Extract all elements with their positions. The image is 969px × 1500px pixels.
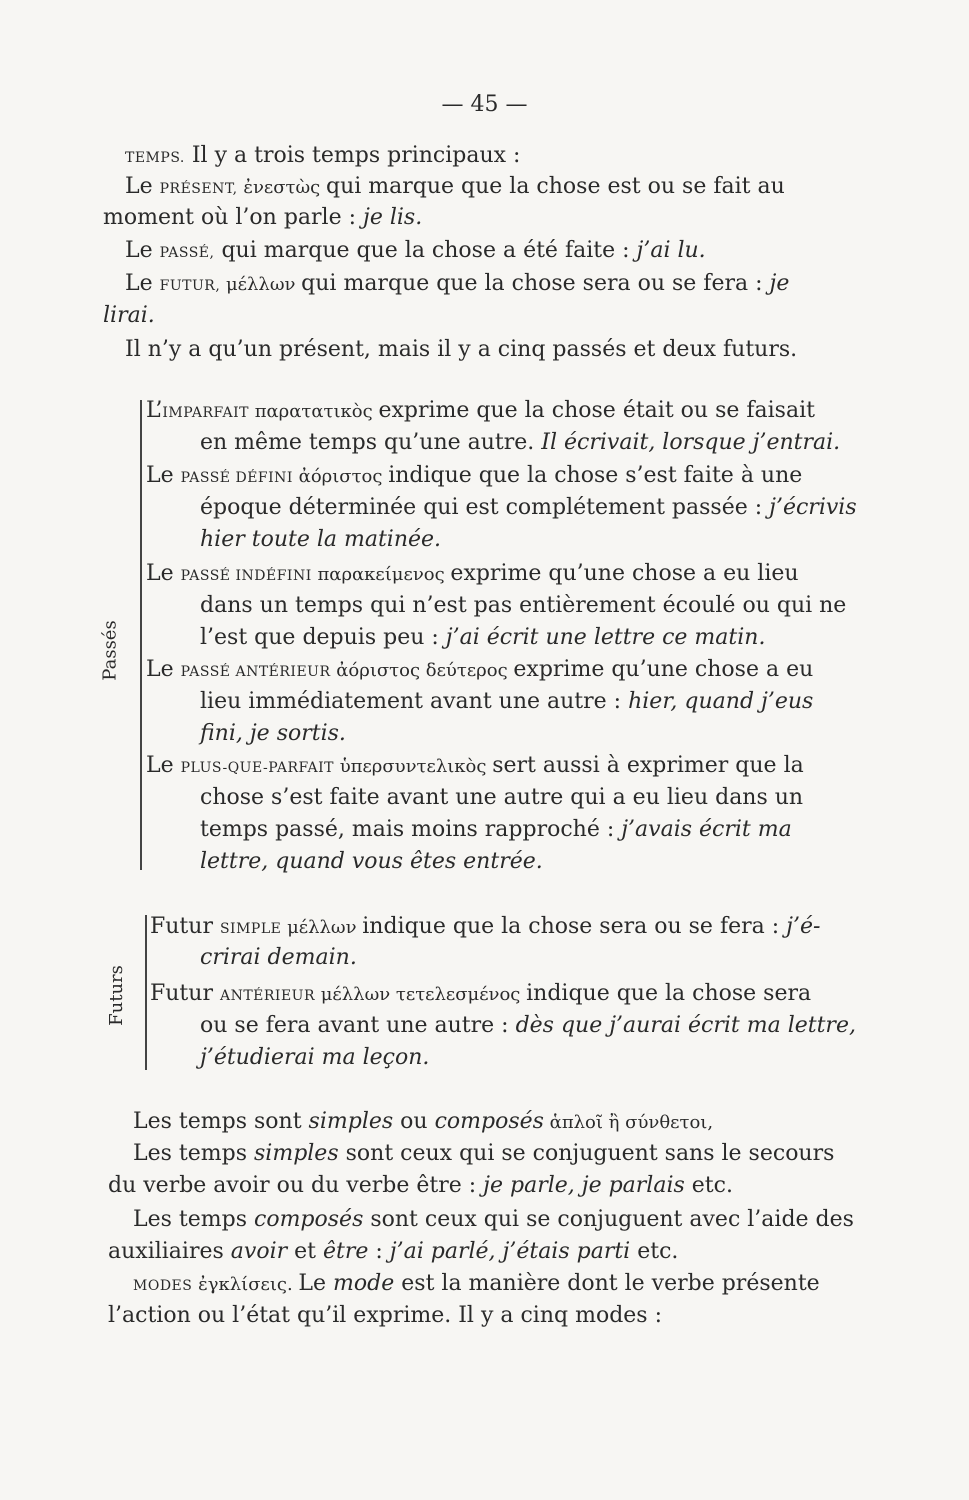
line-passe-defini-3 — [200, 526, 441, 554]
line-passe — [125, 237, 706, 267]
text: qui marque que la chose est ou se fait au — [325, 174, 785, 199]
example: je parle, je parlais — [483, 1173, 685, 1198]
text: exprime que la chose était ou se faisait — [378, 398, 815, 423]
greek: ἐγκλίσεις. — [192, 1274, 299, 1295]
line-temps-composes-2 — [108, 1238, 678, 1266]
text: qui marque que la chose sera ou se fera : — [301, 271, 770, 296]
line-imparfait-2 — [200, 429, 840, 457]
line-passe-anterieur-3 — [200, 720, 346, 748]
example: je — [769, 271, 790, 296]
greek: ἀόριστος δεύτερος — [330, 660, 514, 681]
example: être — [322, 1239, 369, 1264]
greek: ἁπλοῖ ἢ σύνθετοι, — [543, 1112, 714, 1133]
line-futur — [125, 270, 789, 300]
term: PLUS-QUE-PARFAIT — [180, 760, 334, 776]
text: Le — [298, 1271, 334, 1296]
example: fini, je sortis. — [200, 721, 346, 746]
text: l’est que depuis peu : — [200, 625, 446, 650]
text: et — [287, 1239, 323, 1264]
term: PASSÉ, — [159, 245, 215, 261]
text: etc. — [630, 1239, 679, 1264]
text: exprime qu’une chose a eu lieu — [450, 561, 799, 586]
term: ANTÉRIEUR — [219, 988, 316, 1004]
text: Le — [146, 561, 181, 586]
line-futur-simple — [150, 913, 820, 943]
greek: ἀόριστος — [292, 466, 389, 487]
example: j’ai lu. — [636, 238, 706, 263]
term: PASSÉ ANTÉRIEUR — [180, 664, 331, 680]
text: sert aussi à exprimer que la — [492, 753, 804, 778]
text: Le — [146, 753, 181, 778]
greek: μέλλων τετελεσμένος — [315, 984, 527, 1005]
text: qui marque que la chose a été faite : — [214, 238, 637, 263]
line-summary — [125, 336, 797, 364]
text: Futur — [150, 981, 220, 1006]
example: composés — [434, 1109, 544, 1134]
line-passe-indefini — [146, 560, 799, 590]
term: TEMPS. — [125, 150, 185, 166]
text: Le — [125, 271, 160, 296]
example: Il écrivait, lorsque j’entrai. — [541, 430, 841, 455]
example: crirai demain. — [200, 945, 357, 970]
example: lirai. — [103, 303, 155, 328]
greek: ἐνεστὼς — [237, 177, 326, 198]
text: Le — [125, 238, 160, 263]
term: PASSÉ DÉFINI — [180, 470, 293, 486]
text: indique que la chose sera ou se fera : — [362, 914, 787, 939]
example: avoir — [230, 1239, 288, 1264]
line-plus-que-parfait-3 — [200, 816, 792, 844]
text: Les temps — [133, 1207, 254, 1232]
text: etc. — [684, 1173, 733, 1198]
example: j’ai parlé, j’étais parti — [389, 1239, 631, 1264]
text: du verbe avoir ou du verbe être : — [108, 1173, 484, 1198]
line-futur-anterieur — [150, 980, 811, 1010]
example: lettre, quand vous êtes entrée. — [200, 849, 543, 874]
text: indique que la chose s’est faite à une — [388, 463, 803, 488]
text: chose s’est faite avant une autre qui a eu lieu dans un — [200, 785, 804, 810]
greek: παρακείμενος — [311, 564, 451, 585]
text: sont ceux qui se conjuguent avec l’aide des — [363, 1207, 854, 1232]
page-number: — 45 — — [441, 92, 528, 117]
line-temps-simples-2 — [108, 1172, 733, 1200]
greek: παρατατικὸς — [248, 401, 379, 422]
line-passe-indefini-3 — [200, 624, 765, 652]
example: j’ai écrit une lettre ce matin. — [445, 625, 766, 650]
line-futur-anterieur-3 — [200, 1044, 429, 1072]
futurs-label: Futurs — [105, 965, 127, 1026]
text: moment où l’on parle : — [103, 205, 364, 230]
text: Les temps — [133, 1141, 254, 1166]
line-passe-defini — [146, 462, 802, 492]
line-simples-composes — [133, 1108, 713, 1137]
line-present-2 — [103, 204, 422, 232]
term: PRÉSENT, — [159, 181, 238, 197]
term: FUTUR, — [159, 278, 221, 294]
text: Le — [146, 657, 181, 682]
line-futur-2 — [103, 302, 155, 330]
line-temps-composes — [133, 1206, 854, 1234]
line-passe-defini-2 — [200, 494, 857, 522]
term: MODES — [133, 1278, 193, 1294]
line-modes-2 — [108, 1302, 662, 1330]
text: en même temps qu’une autre. — [200, 430, 542, 455]
passes-label: Passés — [99, 620, 121, 681]
text: ou se fera avant une autre : — [200, 1013, 516, 1038]
line-modes — [133, 1270, 820, 1300]
example: hier, quand j’eus — [628, 689, 814, 714]
text: Le — [125, 174, 160, 199]
futurs-brace — [145, 915, 147, 1070]
text: Futur — [150, 914, 220, 939]
text: auxiliaires — [108, 1239, 231, 1264]
example: j’avais écrit ma — [621, 817, 792, 842]
term: IMPARFAIT — [162, 405, 249, 421]
term: PASSÉ INDÉFINI — [180, 568, 312, 584]
greek: μέλλων — [220, 274, 302, 295]
text: temps passé, mais moins rapproché : — [200, 817, 622, 842]
text: époque déterminée qui est complétement passée : — [200, 495, 770, 520]
text: ou — [393, 1109, 435, 1134]
text: indique que la chose sera — [526, 981, 812, 1006]
passes-brace — [140, 400, 142, 870]
text: sont ceux qui se conjuguent sans le secours — [338, 1141, 835, 1166]
line-plus-que-parfait-2 — [200, 784, 803, 812]
line-imparfait — [146, 397, 815, 427]
line-futur-anterieur-2 — [200, 1012, 856, 1040]
text: Le — [146, 463, 181, 488]
example: composés — [254, 1207, 364, 1232]
line-present — [125, 173, 785, 203]
line-passe-anterieur — [146, 656, 813, 686]
example: mode — [333, 1271, 395, 1296]
example: j’étudierai ma leçon. — [200, 1045, 430, 1070]
text: Il n’y a qu’un présent, mais il y a cinq passés et deux futurs. — [125, 337, 798, 362]
text: : — [368, 1239, 390, 1264]
greek: μέλλων — [281, 917, 363, 938]
text: exprime qu’une chose a eu — [513, 657, 814, 682]
example: j’é- — [786, 914, 821, 939]
example: hier toute la matinée. — [200, 527, 442, 552]
line-plus-que-parfait — [146, 752, 804, 782]
line-passe-indefini-2 — [200, 592, 846, 620]
line-passe-anterieur-2 — [200, 688, 813, 716]
text: l’action ou l’état qu’il exprime. Il y a cinq modes : — [108, 1303, 662, 1328]
example: je lis. — [363, 205, 423, 230]
line-temps-simples — [133, 1140, 834, 1168]
example: simples — [254, 1141, 339, 1166]
text: est la manière dont le verbe présente — [394, 1271, 820, 1296]
greek: ὑπερσυντελικὸς — [333, 756, 493, 777]
example: dès que j’aurai écrit ma lettre, — [515, 1013, 856, 1038]
example: simples — [308, 1109, 394, 1134]
line-futur-simple-2 — [200, 944, 357, 972]
line-temps — [125, 142, 520, 172]
text: L’ — [146, 398, 163, 423]
text: dans un temps qui n’est pas entièrement écoulé ou qui ne — [200, 593, 847, 618]
term: SIMPLE — [219, 921, 282, 937]
text: lieu immédiatement avant une autre : — [200, 689, 629, 714]
text: Les temps sont — [133, 1109, 309, 1134]
text: Il y a trois temps principaux : — [184, 143, 521, 168]
example: j’écrivis — [769, 495, 857, 520]
line-plus-que-parfait-4 — [200, 848, 543, 876]
